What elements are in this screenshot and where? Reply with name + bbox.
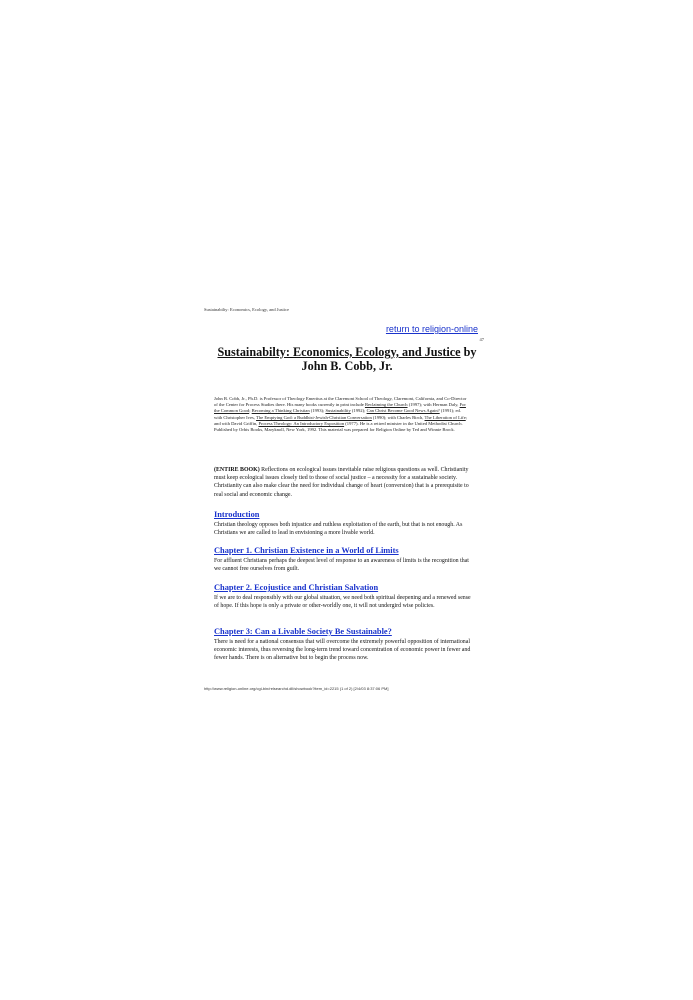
book-reference: Becoming a Thinking Christian: [251, 408, 310, 414]
page-number: 47: [479, 337, 484, 342]
toc-summary: If we are to deal responsibly with our global situation, we need both spiritual deepening and a renewed sense of hope. If this hope is only a private or other-worldly one, it will not undergird wise policies.: [214, 595, 471, 610]
bio-text: (1997); with Herman Daly,: [407, 402, 459, 408]
print-footer-url: http://www.religion-online.org/cgi-bin/relsearchd.dll/showbook?item_id=2215 (1 of 2) [2/4/03 8:37:06 PM]: [204, 686, 389, 691]
toc-link-chapter-1[interactable]: Chapter 1. Christian Existence in a World of Limits: [214, 546, 399, 555]
bio-text: (1991); ed. with Christopher Ives,: [214, 408, 461, 420]
toc-entry-introduction: [214, 510, 476, 537]
book-reference: For the Common Good: [214, 402, 466, 414]
book-reference: The Liberation of Life: [424, 414, 466, 420]
toc-link-chapter-3[interactable]: Chapter 3: Can a Livable Society Be Sustainable?: [214, 627, 392, 636]
bio-text: (1977). He is a retired minister in the United Methodist Church. Published by Orbis Books, Maryknoll, New York, 1992. This material was prepared for Religion Online by Ted and Winnie Brock.: [214, 420, 463, 433]
book-reference: Can Christ Become Good News Again?: [366, 408, 440, 414]
book-reference: Process Theology: An Introductory Exposition: [258, 420, 345, 426]
title-by: by: [460, 345, 477, 359]
toc-link-introduction[interactable]: Introduction: [214, 510, 260, 519]
return-to-religion-online-link[interactable]: return to religion-online: [385, 324, 478, 334]
bio-text: ; and with David Griffin,: [214, 414, 468, 426]
book-reference: Reclaiming the Church: [364, 402, 408, 408]
book-reference: The Emptying God: a Buddhist-Jewish-Christian Conversation: [256, 414, 372, 420]
toc-summary: Christian theology opposes both injustice and ruthless exploitation of the earth, but that is not enough. As Christians we are called to lead in envisioning a more livable world.: [214, 522, 463, 537]
toc-summary: For affluent Christians perhaps the deepest level of response to an awareness of limits is the recognition that we cannot free ourselves from guilt.: [214, 558, 469, 573]
bio-text: (1990); with Charles Birch,: [371, 414, 424, 420]
toc-entry-chapter-2: [214, 583, 476, 610]
book-title: Sustainabilty: Economics, Ecology, and Justice: [217, 345, 461, 359]
toc-entry-chapter-1: [214, 546, 476, 573]
toc-summary: There is need for a national consensus that will overcome the extremely powerful opposition of international economic interests, thus reversing the long-term trend toward concentration of economic power in fewer and fewer hands. There is on alternative but to begin the process now.: [214, 639, 471, 662]
author-bio: [214, 396, 470, 433]
author-name: John B. Cobb, Jr.: [301, 359, 393, 373]
print-header: Sustainabilty: Economics, Ecology, and Justice: [204, 307, 289, 312]
abstract-text: Reflections on ecological issues inevitable raise religious questions as well. Christianity must keep ecological issues closely tied to those of social justice – a necessity for a sustainable society. Christianity can also make clear the need for individual change of heart (conversion) that is a prerequisite to real social and economic change.: [214, 467, 469, 498]
book-abstract: [214, 466, 476, 499]
toc-entry-chapter-3: [214, 627, 476, 663]
bio-text: John B. Cobb, Jr., Ph.D. is Professor of Theology Emeritus at the Claremont School of Theology, Claremont, California, and Co-Director of the Center for Process Studies there. His many books currently in print include: [214, 396, 467, 408]
page-title: [214, 345, 480, 373]
toc-link-chapter-2[interactable]: Chapter 2. Ecojustice and Christian Salvation: [214, 583, 379, 592]
bio-text: (1992);: [350, 408, 366, 414]
bio-text: (1993);: [309, 408, 325, 414]
book-reference: Sustainability: [325, 408, 351, 414]
abstract-label: (ENTIRE BOOK): [214, 467, 260, 473]
bio-text: ;: [249, 408, 251, 414]
